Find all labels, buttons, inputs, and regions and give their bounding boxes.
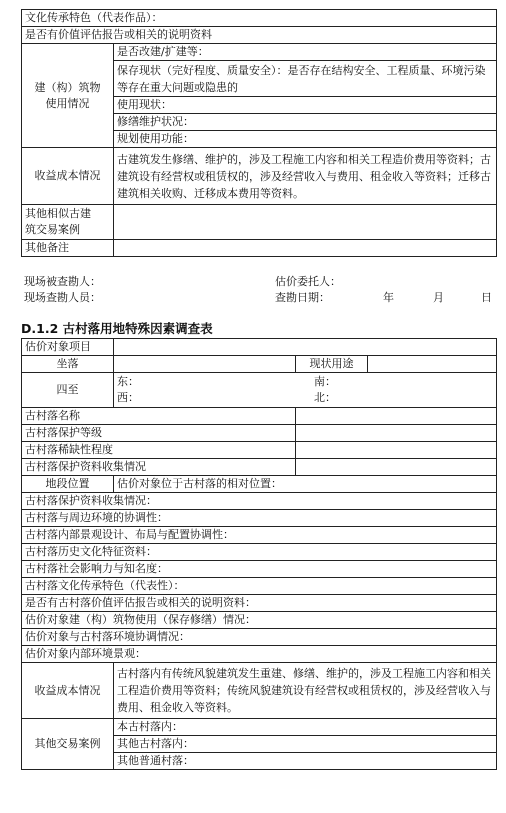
row-building-usage[interactable]: 估价对象建（构）筑物使用（保存修缮）情况： (22, 612, 497, 629)
building-usage-label-line1: 建（构）筑物 (34, 80, 101, 94)
row-protection-collection[interactable]: 古村落保护资料收集情况： (22, 493, 497, 510)
lot-position-label: 地段位置 (22, 476, 114, 493)
village-name-label: 古村落名称 (22, 408, 296, 425)
culture-feature-field[interactable]: 文化传承特色（代表作品）： (22, 10, 497, 27)
boundary-north: 北： (314, 391, 336, 404)
project-label: 估价对象项目 (22, 339, 114, 356)
case-other-village[interactable]: 其他古村落内： (114, 736, 497, 753)
boundary-east: 东： (117, 375, 139, 388)
other-notes-label: 其他备注 (22, 240, 114, 257)
protection-level-label: 古村落保护等级 (22, 425, 296, 442)
current-use-label: 现状用途 (296, 356, 368, 373)
row-culture-feature[interactable]: 古村落文化传承特色（代表性）： (22, 578, 497, 595)
building-usage-label (22, 44, 114, 148)
date-year-label: 年 (383, 291, 394, 304)
revenue-cost-field[interactable]: 古建筑发生修缮、维护的，涉及工程施工内容和相关工程造价费用等资料；古建筑设有经营权或租赁权的，涉及经营收入与费用、租金收入等资料；迁移古建筑相关收购、迁移成本费用等资料。 (114, 148, 497, 205)
surveyed-person-label: 现场被查勘人： (24, 275, 101, 288)
boundaries-label: 四至 (22, 373, 114, 408)
case-this-village[interactable]: 本古村落内： (114, 719, 497, 736)
section-title: D.1.2 古村落用地特殊因素调查表 (21, 321, 213, 336)
village-revenue-field[interactable]: 古村落内有传统风貌建筑发生重建、修缮、维护的，涉及工程施工内容和相关工程造价费用等资料；传统风貌建筑设有经营权或租赁权的，涉及经营收入与费用、租金收入等资料。 (114, 663, 497, 719)
row-environment-harmony[interactable]: 古村落与周边环境的协调性： (22, 510, 497, 527)
protection-data-field[interactable] (296, 459, 497, 476)
revenue-cost-label: 收益成本情况 (22, 148, 114, 205)
ancient-village-survey-table (21, 338, 497, 770)
lot-position-field[interactable]: 估价对象位于古村落的相对位置： (114, 476, 497, 493)
date-month-label: 月 (433, 291, 444, 304)
survey-staff-label: 现场查勘人员： (24, 291, 101, 304)
similar-cases-label-line2: 筑交易案例 (25, 223, 80, 236)
row-social-influence[interactable]: 古村落社会影响力与知名度： (22, 561, 497, 578)
rebuild-field[interactable]: 是否改建/扩建等： (114, 44, 497, 61)
row-eval-report[interactable]: 是否有古村落价值评估报告或相关的说明资料： (22, 595, 497, 612)
current-use-field[interactable] (368, 356, 497, 373)
case-ordinary-village[interactable]: 其他普通村落： (114, 753, 497, 770)
planned-use-field[interactable]: 规划使用功能： (114, 131, 497, 148)
client-label: 估价委托人： (275, 275, 341, 288)
survey-footer (21, 274, 496, 308)
row-history-culture[interactable]: 古村落历史文化特征资料： (22, 544, 497, 561)
row-internal-landscape[interactable]: 估价对象内部环境景观： (22, 646, 497, 663)
scarcity-label: 古村落稀缺性程度 (22, 442, 296, 459)
boundary-south: 南： (314, 375, 336, 388)
row-landscape-design[interactable]: 古村落内部景观设计、布局与配置协调性： (22, 527, 497, 544)
similar-cases-label (22, 205, 114, 240)
boundary-west: 西： (117, 391, 139, 404)
building-usage-label-line2: 使用情况 (45, 96, 90, 110)
location-label: 坐落 (22, 356, 114, 373)
protection-data-label: 古村落保护资料收集情况 (22, 459, 296, 476)
protection-level-field[interactable] (296, 425, 497, 442)
other-cases-label: 其他交易案例 (22, 719, 114, 770)
repair-status-field[interactable]: 修缮维护状况： (114, 114, 497, 131)
project-field[interactable] (114, 339, 497, 356)
date-day-label: 日 (481, 291, 492, 304)
survey-date-label: 查勘日期： (275, 291, 330, 304)
eval-report-field[interactable]: 是否有价值评估报告或相关的说明资料 (22, 27, 497, 44)
scarcity-field[interactable] (296, 442, 497, 459)
ancient-building-survey-table (21, 9, 497, 257)
location-field[interactable] (114, 356, 296, 373)
row-environment-coordination[interactable]: 估价对象与古村落环境协调情况： (22, 629, 497, 646)
boundaries-field[interactable] (114, 373, 497, 408)
preservation-status-field[interactable]: 保存现状（完好程度、质量安全）：是否存在结构安全、工程质量、环境污染等存在重大问题或隐患的 (114, 61, 497, 97)
current-use-field[interactable]: 使用现状： (114, 97, 497, 114)
similar-cases-label-line1: 其他相似古建 (25, 207, 91, 220)
other-notes-field[interactable] (114, 240, 497, 257)
similar-cases-field[interactable] (114, 205, 497, 240)
village-name-field[interactable] (296, 408, 497, 425)
village-revenue-label: 收益成本情况 (22, 663, 114, 719)
